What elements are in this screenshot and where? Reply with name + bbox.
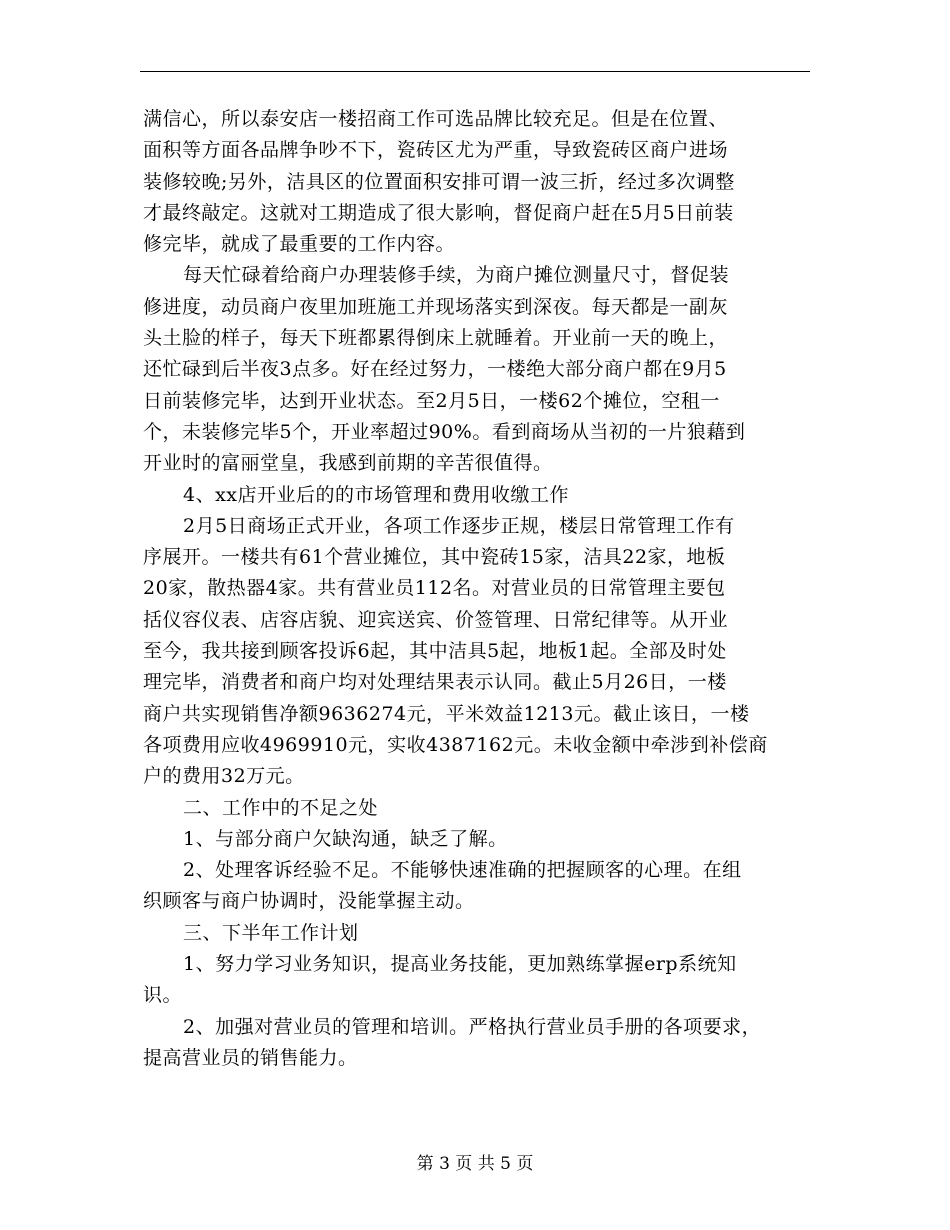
text-line: 1、与部分商户欠缺沟通，缺乏了解。 [183,827,508,850]
text-line: 修完毕，就成了最重要的工作内容。 [143,233,456,256]
text-line: 2、处理客诉经验不足。不能够快速准确的把握顾客的心理。在组 [183,859,742,882]
text-line: 4、xx店开业后的的市场管理和费用收缴工作 [183,483,570,506]
text-line: 个，未装修完毕5个，开业率超过90%。看到商场从当初的一片狼藉到 [143,420,746,443]
text-line: 修进度，动员商户夜里加班施工并现场落实到深夜。每天都是一副灰 [143,295,729,318]
text-line: 头土脸的样子，每天下班都累得倒床上就睡着。开业前一天的晚上， [143,327,729,350]
text-line: 理完毕，消费者和商户均对处理结果表示认同。截止5月26日，一楼 [143,671,727,694]
text-line: 还忙碌到后半夜3点多。好在经过努力，一楼绝大部分商户都在9月5 [143,358,727,381]
text-line: 开业时的富丽堂皇，我感到前期的辛苦很值得。 [143,452,553,475]
text-line: 序展开。一楼共有61个营业摊位，其中瓷砖15家，洁具22家，地板 [143,546,726,569]
text-line: 提高营业员的销售能力。 [143,1046,358,1069]
page-footer: 第 3 页 共 5 页 [416,1154,534,1174]
text-line: 至今，我共接到顾客投诉6起，其中洁具5起，地板1起。全部及时处 [143,640,727,663]
text-line: 日前装修完毕，达到开业状态。至2月5日，一楼62个摊位，空租一 [143,389,720,412]
text-line: 2月5日商场正式开业，各项工作逐步正规，楼层日常管理工作有 [183,514,735,537]
document-body [143,104,823,1074]
text-line: 满信心，所以泰安店一楼招商工作可选品牌比较充足。但是在位置、 [143,108,729,130]
text-line: 20家，散热器4家。共有营业员112名。对营业员的日常管理主要包 [143,577,726,600]
text-line: 装修较晚;另外，洁具区的位置面积安排可谓一波三折，经过多次调整 [143,170,735,193]
text-line: 1、努力学习业务知识，提高业务技能，更加熟练掌握erp系统知 [183,953,737,976]
text-line: 织顾客与商户协调时，没能掌握主动。 [143,890,475,913]
text-line: 二、工作中的不足之处 [183,796,379,819]
text-line: 2、加强对营业员的管理和培训。严格执行营业员手册的各项要求， [183,1015,762,1038]
text-line: 面积等方面各品牌争吵不下，瓷砖区尤为严重，导致瓷砖区商户进场 [143,139,729,162]
text-line: 括仪容仪表、店容店貌、迎宾送宾、价签管理、日常纪律等。从开业 [143,608,729,631]
text-line: 每天忙碌着给商户办理装修手续，为商户摊位测量尺寸，督促装 [183,264,730,287]
text-line: 识。 [143,984,183,1007]
text-line: 商户共实现销售净额9636274元，平米效益1213元。截止该日，一楼 [143,702,750,725]
text-line: 才最终敲定。这就对工期造成了很大影响，督促商户赶在5月5日前装 [143,201,734,224]
text-line: 户的费用32万元。 [143,765,305,788]
text-line: 三、下半年工作计划 [183,921,359,944]
header-divider [140,71,810,72]
text-line: 各项费用应收4969910元，实收4387162元。未收金额中牵涉到补偿商 [143,733,768,756]
